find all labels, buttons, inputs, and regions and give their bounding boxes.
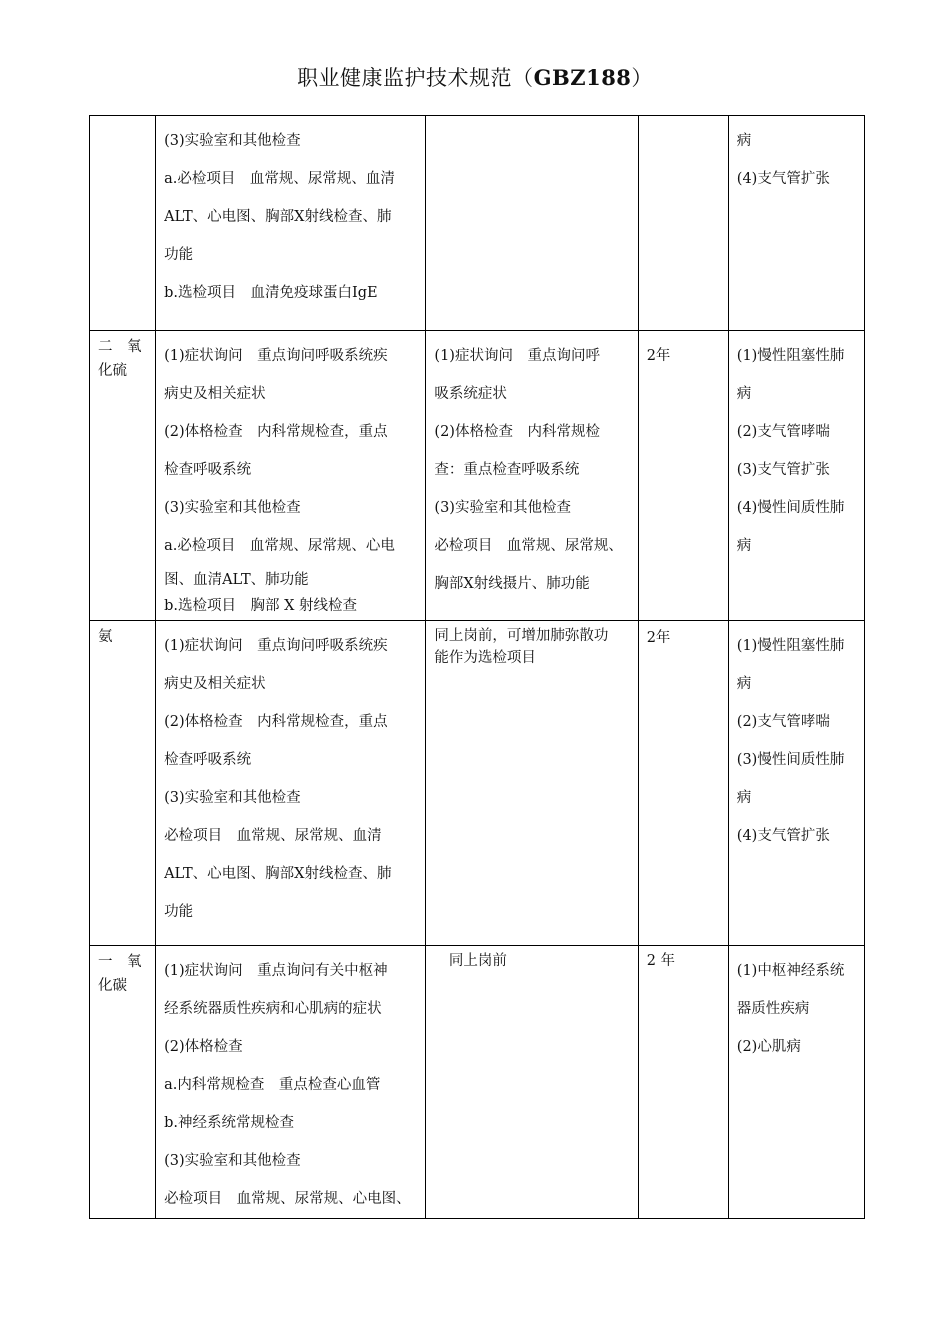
text-line: 病史及相关症状 — [164, 386, 266, 402]
text-line: (2)支气管哮喘 — [736, 714, 830, 730]
table-row — [90, 621, 865, 946]
text-line: (3)慢性间质性肺 — [736, 752, 845, 768]
exam-items-cell — [426, 331, 638, 621]
text-line: (2)体格检查 — [164, 1039, 243, 1055]
disease-cell — [728, 116, 864, 331]
text-line: (4)支气管扩张 — [736, 171, 830, 187]
period-cell — [638, 331, 728, 621]
text-line: (3)实验室和其他检查 — [164, 133, 301, 149]
period-value: 2年 — [646, 630, 671, 646]
text-line: 器质性疾病 — [736, 1001, 810, 1017]
period-cell — [638, 946, 728, 1219]
exam-items-cell — [426, 946, 638, 1219]
text-line: (1)中枢神经系统 — [736, 963, 845, 979]
exam-items-cell — [156, 116, 426, 331]
text-line: 检查呼吸系统 — [164, 752, 252, 768]
period-cell — [638, 116, 728, 331]
period-cell — [638, 621, 728, 946]
period-value: 2 年 — [646, 953, 676, 969]
text-line: ALT、心电图、胸部X射线检查、肺 — [164, 866, 392, 882]
disease-cell — [728, 621, 864, 946]
text-line: 必检项目 血常规、尿常规、血清 — [164, 828, 382, 844]
hazard-name: 氨 — [98, 629, 113, 645]
text-line: 查：重点检查呼吸系统 — [434, 462, 580, 478]
title-text: 职业健康监护技术规范（ — [297, 66, 534, 90]
text-line: a.内科常规检查 重点检查心血管 — [164, 1077, 381, 1093]
hazard-name: 二 氧 — [98, 339, 142, 355]
hazard-name: 化硫 — [98, 363, 127, 379]
text-line: a.必检项目 血常规、尿常规、血清 — [164, 171, 395, 187]
text-line: (2)心肌病 — [736, 1039, 801, 1055]
text-line: (3)支气管扩张 — [736, 462, 830, 478]
text-line: b.神经系统常规检查 — [164, 1115, 294, 1131]
text-line: (2)体格检查 内科常规检 — [434, 424, 600, 440]
text-line: 检查呼吸系统 — [164, 462, 252, 478]
disease-cell — [728, 331, 864, 621]
text-line: (2)体格检查 内科常规检查，重点 — [164, 714, 388, 730]
hazard-name: 一 氧 — [98, 954, 142, 970]
disease-cell — [728, 946, 864, 1219]
text-line: 功能 — [164, 904, 194, 920]
text-line: 必检项目 血常规、尿常规、心电图、 — [164, 1191, 411, 1207]
text-line: (3)实验室和其他检查 — [164, 1153, 301, 1169]
text-line: 同上岗前，可增加肺弥散功 — [434, 628, 609, 644]
text-line: (3)实验室和其他检查 — [164, 500, 301, 516]
text-line: 同上岗前 — [434, 953, 507, 969]
text-line: 吸系统症状 — [434, 386, 507, 402]
table-row — [90, 116, 865, 331]
text-line: (4)支气管扩张 — [736, 828, 830, 844]
text-line: (1)慢性阻塞性肺 — [736, 638, 845, 654]
text-line: 图、血清ALT、肺功能 — [164, 572, 309, 588]
text-line: (1)症状询问 重点询问呼 — [434, 348, 600, 364]
text-line: ALT、心电图、胸部X射线检查、肺 — [164, 209, 392, 225]
period-value: 2年 — [646, 348, 671, 364]
text-line: 功能 — [164, 247, 194, 263]
text-line: 病 — [736, 538, 752, 554]
text-line: 胸部X射线摄片、肺功能 — [434, 576, 590, 592]
exam-items-cell — [426, 116, 638, 331]
text-line: (4)慢性间质性肺 — [736, 500, 845, 516]
exam-items-cell — [156, 621, 426, 946]
hazard-name-cell — [90, 331, 156, 621]
exam-items-cell — [156, 946, 426, 1219]
text-line: (3)实验室和其他检查 — [434, 500, 571, 516]
text-line: 能作为选检项目 — [434, 650, 536, 666]
text-line: a.必检项目 血常规、尿常规、心电 — [164, 538, 395, 554]
page-title — [0, 62, 950, 92]
hazard-name-cell — [90, 946, 156, 1219]
title-end: ） — [631, 66, 653, 90]
text-line: (1)慢性阻塞性肺 — [736, 348, 845, 364]
standard-table — [89, 115, 865, 1219]
text-line: b.选检项目 血清免疫球蛋白IgE — [164, 285, 378, 301]
text-line: 经系统器质性疾病和心肌病的症状 — [164, 1001, 382, 1017]
text-line: 病 — [736, 386, 752, 402]
text-line: b.选检项目 胸部 X 射线检查 — [164, 598, 358, 614]
text-line: (3)实验室和其他检查 — [164, 790, 301, 806]
hazard-name-cell — [90, 116, 156, 331]
title-code: GBZ188 — [533, 65, 632, 90]
text-line: (1)症状询问 重点询问呼吸系统疾 — [164, 638, 388, 654]
table-row — [90, 331, 865, 621]
exam-items-cell — [156, 331, 426, 621]
text-line: (1)症状询问 重点询问有关中枢神 — [164, 963, 388, 979]
text-line: 病 — [736, 790, 752, 806]
exam-items-cell — [426, 621, 638, 946]
text-line: 病 — [736, 676, 752, 692]
hazard-name: 化碳 — [98, 978, 127, 994]
text-line: (2)体格检查 内科常规检查，重点 — [164, 424, 388, 440]
text-line: 病史及相关症状 — [164, 676, 266, 692]
text-line: 必检项目 血常规、尿常规、 — [434, 538, 623, 554]
text-line: (1)症状询问 重点询问呼吸系统疾 — [164, 348, 388, 364]
text-line: 病 — [736, 133, 752, 149]
text-line: (2)支气管哮喘 — [736, 424, 830, 440]
table-row — [90, 946, 865, 1219]
hazard-name-cell — [90, 621, 156, 946]
